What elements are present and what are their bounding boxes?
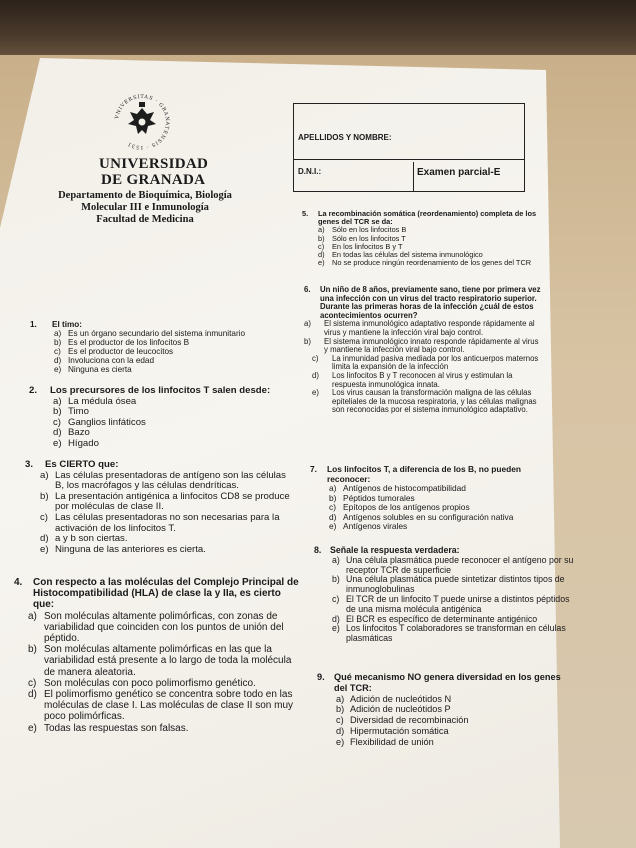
option: b) Adición de nucleótidos P — [336, 704, 451, 715]
student-info-box — [293, 103, 525, 192]
option: b) Sólo en los linfocitos T — [318, 233, 406, 243]
option: e) Flexibilidad de unión — [336, 736, 434, 747]
option: b) Timo — [53, 406, 89, 418]
seal-text: VNIVERSITAS · GRANATENSIS · 1531 — [114, 93, 171, 151]
option: b) Son moléculas altamente polimórficas en las que la variabilidad está presente a lo largo de toda la molécula de manera aleatoria. — [28, 644, 292, 678]
question-5: 5. La recombinación somática (reordenamiento) completa de los genes del TCR se da: a) Sólo en los linfocitos B b) Sólo en los linfocitos T c) En los linfocitos B y T d) En todas las células del sistema inmunológico e) No se produce ningún reordenamiento de los genes del TCR — [302, 210, 542, 267]
option: d) El BCR es específico de determinante antigénico — [332, 613, 538, 624]
option: c) El TCR de un linfocito T puede unirse a distintos péptidos de una misma molécula antigénica — [332, 593, 570, 614]
option: b) La presentación antigénica a linfocitos CD8 se produce por moléculas de clase II. — [40, 490, 290, 513]
exam-title: Examen parcial-E — [417, 167, 501, 178]
option: d) a y b son ciertas. — [40, 533, 128, 545]
question-2: 2. Los precursores de los linfocitos T salen desde: a) La médula ósea b) Timo c) Ganglios linfáticos d) Bazo e) Hígado — [29, 386, 274, 450]
option: b) Péptidos tumorales — [329, 492, 415, 503]
option: d) En todas las células del sistema inmunológico — [318, 250, 483, 260]
question-3: 3. Es CIERTO que: a) Las células presentadoras de antígeno son las células B, los macrófagos y las células dendríticas. b) La presentación antigénica a linfocitos CD8 se produce por moléculas de clase II. c) Las células presentadoras no son necesarias para la activación de los linfocitos T. d) a y b son ciertas. e) Ninguna de las anteriores es cierta. — [25, 460, 295, 555]
question-4: 4. Con respecto a las moléculas del Complejo Principal de Histocompatibilidad (HLA) de clase la y IIa, es cierto que: a) Son moléculas altamente polimórficas, con zonas de variabilidad que coinciden con los puntos de unión del péptido. b) Son moléculas altamente polimórficas en las que la variabilidad está presente a lo largo de toda la molécula de manera aleatoria. c) Son moléculas con poco polimorfismo genético. d) El polimorfismo genético se concentra sobre todo en las moléculas de clase I. Las moléculas de clase II son muy poco polimórficas. e) Todas las respuestas son falsas. — [14, 577, 299, 734]
option: c) Epítopos de los antígenos propios — [329, 502, 470, 512]
option: b) Una célula plasmática puede sintetizar distintos tipos de inmunoglobulinas — [332, 574, 565, 595]
option: e) Todas las respuestas son falsas. — [28, 722, 189, 734]
option: c) Diversidad de recombinación — [336, 715, 469, 726]
question-7: 7. Los linfocitos T, a diferencia de los B, no pueden reconocer: a) Antígenos de histocompatibilidad b) Péptidos tumorales c) Epítopos de los antígenos propios d) Antígenos solubles en su configuración nativa e) Antígenos virales — [310, 465, 550, 532]
option: d) El polimorfismo genético se concentra sobre todo en las moléculas de clase I. Las moléculas de clase II son muy poco polimórficas. — [28, 689, 294, 723]
option: c) La inmunidad pasiva mediada por los anticuerpos maternos limita la expansión de la infección — [312, 353, 539, 372]
university-seal-icon — [110, 90, 174, 154]
option: a) Son moléculas altamente polimórficas, con zonas de variabilidad que coinciden con los puntos de unión del péptido. — [28, 610, 284, 645]
option: a) El sistema inmunológico adaptativo responde rápidamente al virus y mantiene la infección viral bajo control. — [304, 319, 535, 337]
option: b) Es el productor de los linfocitos B — [54, 338, 190, 347]
option: d) Bazo — [53, 427, 90, 439]
option: c) Ganglios linfáticos — [53, 416, 146, 428]
option: a) Las células presentadoras de antígeno son las células B, los macrófagos y las células dendríticas. — [40, 469, 286, 492]
question-8: 8. Señale la respuesta verdadera: a) Una célula plasmática puede reconocer el antígeno por su receptor TCR de superficie b) Una célula plasmática puede sintetizar distintos tipos de inmunoglobulinas c) El TCR de un linfocito T puede unirse a distintos péptidos de una misma molécula antigénica d) El BCR es específico de determinante antigénico e) Los linfocitos T colaboradores se transforman en células plasmáticas — [314, 545, 574, 644]
option: e) Los virus causan la transformación maligna de las células epiteliales de la mucosa respiratoria, y las células malignas son reconocidas por el sistema inmunológico adaptativo. — [312, 388, 537, 415]
option: a) La médula ósea — [53, 395, 137, 407]
option: c) Son moléculas con poco polimorfismo genético. — [28, 677, 256, 689]
background-dark-area — [0, 0, 636, 60]
option: e) Los linfocitos T colaboradores se transforman en células plasmáticas — [332, 623, 566, 644]
option: a) Sólo en los linfocitos B — [318, 225, 407, 235]
surname-label: APELLIDOS Y NOMBRE: — [298, 133, 392, 142]
option: d) Antígenos solubles en su configuración nativa — [329, 511, 514, 522]
option: a) Antígenos de histocompatibilidad — [329, 483, 466, 493]
option: d) Involuciona con la edad — [54, 356, 155, 365]
option: a) Una célula plasmática puede reconocer el antígeno por su receptor TCR de superficie — [332, 554, 574, 575]
option: b) El sistema inmunológico innato responde rápidamente al virus y mantiene la infección viral bajo control. — [304, 336, 539, 355]
option: e) Ninguna de las anteriores es cierta. — [40, 543, 206, 555]
option: c) Las células presentadoras no son necesarias para la activación de los linfocitos T. — [40, 511, 280, 534]
university-name: UNIVERSIDAD DE GRANADA — [99, 156, 209, 188]
question-9: 9. Qué mecanismo NO genera diversidad en los genes del TCR: a) Adición de nucleótidos N b) Adición de nucleótidos P c) Diversidad de recombinación d) Hipermutación somática e) Flexibilidad de unión — [317, 672, 572, 748]
option: d) Los linfocitos B y T reconocen al virus y estimulan la respuesta inmunológica innata. — [312, 370, 513, 389]
option: c) En los linfocitos B y T — [318, 241, 403, 251]
option: a) Adición de nucleótidos N — [336, 693, 452, 704]
dni-label: D.N.I.: — [298, 167, 322, 176]
department-heading: Departamento de Bioquímica, Biología Molecular III e Inmunología Facultad de Medicina — [58, 190, 232, 225]
option: e) Antígenos virales — [329, 521, 408, 531]
option: c) Es el productor de leucocitos — [54, 347, 174, 356]
question-1: 1. El timo: a) Es un órgano secundario del sistema inmunitario b) Es el productor de los linfocitos B c) Es el productor de leucocitos d) Involuciona con la edad e) Ninguna es cierta — [30, 320, 275, 374]
option: a) Es un órgano secundario del sistema inmunitario — [54, 329, 246, 338]
option: e) Ninguna es cierta — [54, 365, 132, 374]
option: d) Hipermutación somática — [336, 725, 449, 736]
option: e) Hígado — [53, 437, 99, 449]
option: e) No se produce ningún reordenamiento de los genes del TCR — [318, 258, 532, 268]
question-6: 6. Un niño de 8 años, previamente sano, tiene por primera vez una infección con un virus del tracto respiratorio superior. Durante las primeras horas de la infección ¿cuál de estos acontecimientos ocurren? a) El sistema inmunológico adaptativo responde rápidamente al virus y mantiene la infección viral bajo control. b) El sistema inmunológico innato responde rápidamente al virus y mantiene la infección viral bajo control. c) La inmunidad pasiva mediada por los anticuerpos maternos limita la expansión de la infección d) Los linfocitos B y T reconocen al virus y estimulan la respuesta inmunológica innata. e) Los virus causan la transformación maligna de las células epiteliales de la mucosa respiratoria, y las células malignas son reconocidas por el sistema inmunológico adaptativo. — [304, 286, 544, 415]
